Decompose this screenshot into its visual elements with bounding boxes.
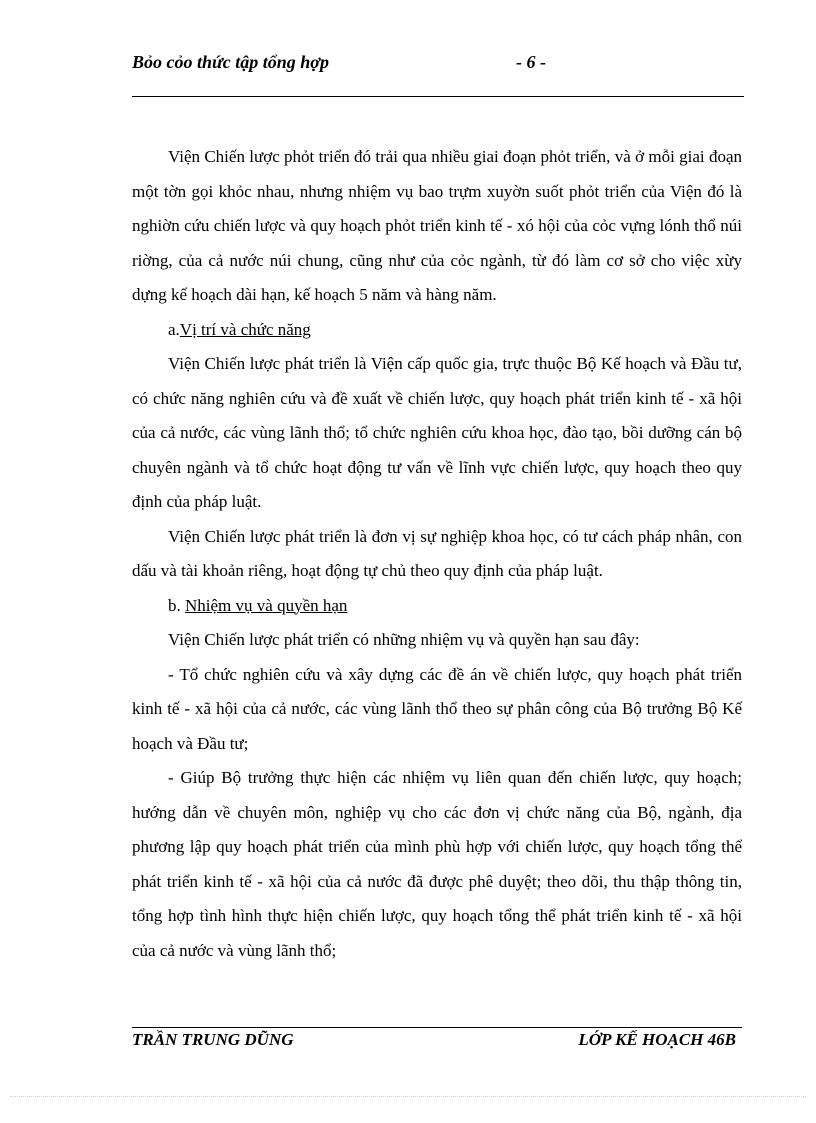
paragraph-duties-intro: Viện Chiến lược phát triển có những nhiệm vụ và quyền hạn sau đây:	[168, 630, 640, 649]
footer-divider	[132, 1027, 742, 1028]
paragraph-duty-2: - Giúp Bộ trưởng thực hiện các nhiệm vụ liên quan đến chiến lược, quy hoạch; hướng dẫn về chuyên môn, nghiệp vụ cho các đơn vị chức năng của Bộ, ngành, địa phương lập quy hoạch phát triển của mình phù hợp với chiến lược, quy hoạch tổng thể phát triển kinh tế - xã hội của cả nước đã được phê duyệt; theo dõi, thu thập thông tin, tổng hợp tình hình thực hiện chiến lược, quy hoạch tổng thể phát triển kinh tế - xã hội của cả nước và vùng lãnh thổ;	[132, 768, 742, 960]
paragraph-legal-status: Viện Chiến lược phát triển là đơn vị sự nghiệp khoa học, có tư cách pháp nhân, con dấu và tài khoản riêng, hoạt động tự chủ theo quy định của pháp luật.	[132, 526, 742, 580]
document-body	[132, 140, 742, 968]
page-number: - 6 -	[516, 52, 546, 72]
section-a-title: Vị trí và chức năng	[179, 319, 311, 339]
section-b-title: Nhiệm vụ và quyền hạn	[185, 595, 348, 615]
author-name: TRẦN TRUNG DŨNG	[132, 1030, 294, 1049]
section-b-heading	[132, 589, 742, 624]
paragraph-duty-1: - Tổ chức nghiên cứu và xây dựng các đề án về chiến lược, quy hoạch phát triển kinh tế - xã hội của cả nước, các vùng lãnh thổ theo sự phân công của Bộ trưởng Bộ Kế hoạch và Đầu tư;	[132, 664, 742, 753]
header-divider	[132, 96, 744, 97]
paragraph-intro: Viện Chiến lược phỏt triển đó trải qua nhiều giai đoạn phỏt triển, và ở mỗi giai đoạn một tờn gọi khỏc nhau, nhưng nhiệm vụ bao trựm xuyờn suốt phỏt triển của Viện đó là nghiờn cứu chiến lược và quy hoạch phỏt triển kinh tế - xó hội của cỏc vựng lónh thổ núi riờng, của cả nước núi chung, cũng như của cỏc ngành, từ đó làm cơ sở cho việc xừy dựng kế hoạch dài hạn, kế hoạch 5 năm và hàng năm.	[132, 147, 742, 304]
section-a-prefix: a.	[168, 319, 180, 339]
section-a-heading	[132, 313, 742, 348]
section-b-prefix: b.	[168, 595, 185, 615]
page-bottom-edge	[10, 1096, 806, 1097]
report-title: Bỏo cỏo thức tập tổng hợp	[132, 52, 329, 72]
page-header	[132, 52, 744, 80]
paragraph-position-function: Viện Chiến lược phát triển là Viện cấp quốc gia, trực thuộc Bộ Kế hoạch và Đầu tư, có chức năng nghiên cứu và đề xuất về chiến lược, quy hoạch phát triển kinh tế - xã hội của cả nước, các vùng lãnh thổ; tổ chức nghiên cứu khoa học, đào tạo, bồi dưỡng cán bộ chuyên ngành và tổ chức hoạt động tư vấn về lĩnh vực chiến lược, quy hoạch theo quy định của pháp luật.	[132, 354, 742, 511]
page-footer	[132, 1030, 742, 1056]
class-name: LỚP KẾ HOẠCH 46B	[578, 1030, 736, 1049]
